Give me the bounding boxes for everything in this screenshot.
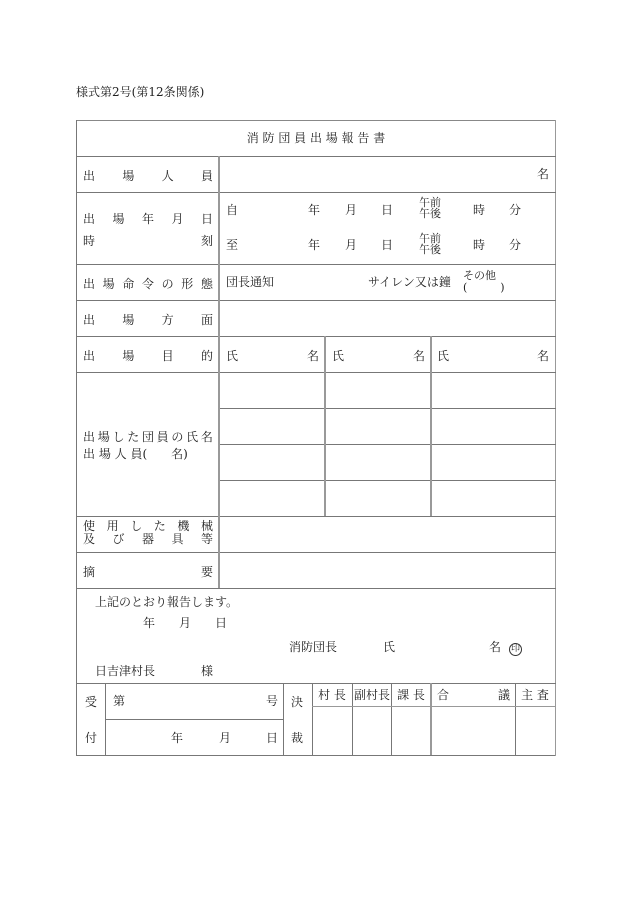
approval-col-mayor: 村 長 xyxy=(318,688,346,702)
from-minute: 分 xyxy=(509,203,522,217)
personnel-count-field[interactable] xyxy=(220,157,554,191)
to-year: 年 xyxy=(308,238,321,252)
equipment-field[interactable] xyxy=(220,517,554,551)
to-label: 至 xyxy=(226,238,239,252)
order-option-siren-bell[interactable]: サイレン又は鐘 xyxy=(368,275,451,289)
receipt-label-bottom: 付 xyxy=(85,731,98,745)
label-summary: 摘 要 xyxy=(83,565,213,579)
signer-name-left: 氏 xyxy=(383,640,396,654)
personnel-unit: 名 xyxy=(537,167,550,181)
receipt-year: 年 xyxy=(171,731,184,745)
member-name-cell[interactable] xyxy=(326,445,429,479)
decl-month: 月 xyxy=(179,616,192,630)
decl-day: 日 xyxy=(215,616,228,630)
seal-icon: 印 xyxy=(510,644,520,654)
label-equipment-line1: 使 用 し た 機 械 xyxy=(83,519,213,533)
label-equipment-line2: 及 び 器 具 等 xyxy=(83,532,213,546)
approval-col-examiner: 主 査 xyxy=(521,688,549,702)
approval-label-top: 決 xyxy=(291,695,304,709)
from-day: 日 xyxy=(381,203,394,217)
approval-stamp-section-chief[interactable] xyxy=(392,707,429,754)
member-name-cell[interactable] xyxy=(220,373,323,407)
to-pm: 午後 xyxy=(419,243,441,256)
label-members-line1: 出 場 し た 団 員 の 氏 名 xyxy=(83,430,213,444)
approval-stamp-deputy-mayor[interactable] xyxy=(353,707,390,754)
to-hour: 時 xyxy=(473,238,486,252)
label-order-type: 出 場 命 令 の 形 態 xyxy=(83,277,213,291)
member-name-cell[interactable] xyxy=(326,373,429,407)
label-datetime-line2: 時 刻 xyxy=(83,234,213,248)
approval-col-consultation-right: 議 xyxy=(498,688,511,702)
signer-name-right: 名 xyxy=(489,640,502,654)
other-parens: ( ) xyxy=(463,281,505,294)
receipt-number-suffix: 号 xyxy=(266,694,279,708)
name-header-1: 氏 名 xyxy=(226,349,319,363)
approval-col-consultation-left: 合 xyxy=(437,688,450,702)
name-header-2: 氏 名 xyxy=(332,349,425,363)
approval-col-section-chief: 課 長 xyxy=(397,688,425,702)
approval-stamp-consultation[interactable] xyxy=(432,707,514,754)
from-hour: 時 xyxy=(473,203,486,217)
to-day: 日 xyxy=(381,238,394,252)
label-purpose: 出 場 目 的 xyxy=(83,349,213,363)
label-datetime-line1: 出 場 年 月 日 xyxy=(83,212,213,226)
declaration-text: 上記のとおり報告します。 xyxy=(95,595,239,609)
from-year: 年 xyxy=(308,203,321,217)
member-name-cell[interactable] xyxy=(326,481,429,515)
member-name-cell[interactable] xyxy=(432,373,554,407)
form-title: 消 防 団 員 出 場 報 告 書 xyxy=(246,131,386,145)
receipt-month: 月 xyxy=(219,731,232,745)
decl-year: 年 xyxy=(143,616,156,630)
from-label: 自 xyxy=(226,203,239,217)
form-number: 様式第2号(第12条関係) xyxy=(76,85,205,99)
summary-field[interactable] xyxy=(220,553,554,587)
approval-stamp-examiner[interactable] xyxy=(516,707,554,754)
direction-field[interactable] xyxy=(220,301,554,335)
receipt-number-prefix: 第 xyxy=(113,694,126,708)
approval-col-deputy-mayor: 副村長 xyxy=(353,688,390,702)
addressee-honorific: 様 xyxy=(201,664,214,678)
member-name-cell[interactable] xyxy=(432,481,554,515)
signer-title: 消防団長 xyxy=(289,640,338,654)
receipt-day: 日 xyxy=(266,731,279,745)
approval-stamp-mayor[interactable] xyxy=(313,707,351,754)
member-name-cell[interactable] xyxy=(220,481,323,515)
member-name-cell[interactable] xyxy=(326,409,429,443)
label-personnel: 出 場 人 員 xyxy=(83,169,213,183)
member-name-cell[interactable] xyxy=(432,445,554,479)
to-am: 午前 xyxy=(419,232,441,245)
approval-label-bottom: 裁 xyxy=(291,731,304,745)
order-option-chief-notice[interactable]: 団長通知 xyxy=(226,275,275,289)
member-name-cell[interactable] xyxy=(220,445,323,479)
from-am: 午前 xyxy=(419,196,441,209)
name-header-3: 氏 名 xyxy=(437,349,549,363)
to-minute: 分 xyxy=(509,238,522,252)
label-direction: 出 場 方 面 xyxy=(83,313,213,327)
member-name-cell[interactable] xyxy=(432,409,554,443)
addressee: 日吉津村長 xyxy=(95,664,156,678)
from-month: 月 xyxy=(345,203,358,217)
to-month: 月 xyxy=(345,238,358,252)
from-pm: 午後 xyxy=(419,207,441,220)
member-name-cell[interactable] xyxy=(220,409,323,443)
label-members-line2: 出 場 人 員( 名) xyxy=(83,447,188,461)
receipt-label-top: 受 xyxy=(85,695,98,709)
other-label: その他 xyxy=(463,269,496,282)
